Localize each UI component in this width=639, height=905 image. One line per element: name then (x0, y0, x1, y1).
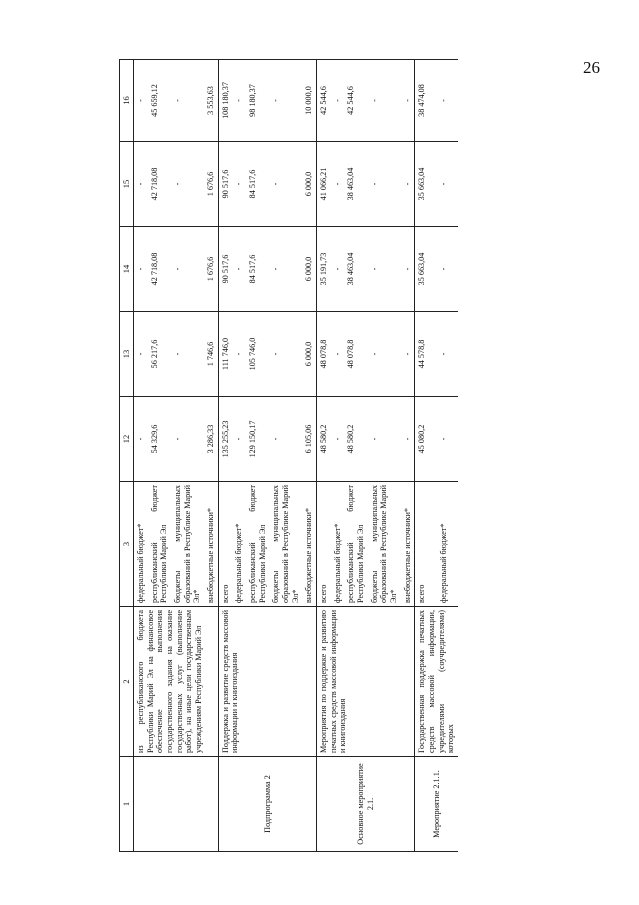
value-13: 48 078,8 (317, 312, 331, 397)
value-13: 6 000,0 (302, 312, 316, 397)
funding-source: федеральный бюджет* (437, 482, 458, 607)
funding-source: бюджеты муниципальных образований в Республике Марий Эл* (269, 482, 302, 607)
row-title: Мероприятия по поддержке и развитию печатных средств массовой информации и книгоиздания (317, 607, 415, 757)
col-header-15: 15 (120, 142, 134, 227)
value-16: 3 553,63 (204, 60, 218, 142)
row-title: из республиканского бюджета Республики Марий Эл на финансовое обеспечение выполнения государственного задания на оказание государственных услуг (выполнение работ), на иные цели государственным учреждениям Республики Марий Эл (134, 607, 219, 757)
funding-source: внебюджетные источники* (302, 482, 316, 607)
value-13: - (171, 312, 204, 397)
value-15: - (401, 142, 415, 227)
row-code (134, 757, 219, 852)
value-14: - (171, 227, 204, 312)
funding-source: всего (317, 482, 331, 607)
value-14: - (401, 227, 415, 312)
value-12: 45 080,2 (415, 397, 437, 482)
value-14: - (134, 227, 148, 312)
value-14: - (331, 227, 345, 312)
table-row (317, 60, 331, 852)
value-15: - (171, 142, 204, 227)
row-code: Мероприятие 2.1.1. (415, 757, 458, 852)
value-13: 105 746,0 (246, 312, 269, 397)
value-15: - (437, 142, 458, 227)
funding-source: внебюджетные источники* (401, 482, 415, 607)
value-14: - (368, 227, 401, 312)
value-12: - (171, 397, 204, 482)
value-15: 38 463,04 (344, 142, 367, 227)
value-13: - (437, 312, 458, 397)
page-number: 26 (583, 58, 600, 77)
value-14: 35 663,04 (415, 227, 437, 312)
col-header-12: 12 (120, 397, 134, 482)
col-header-3: 3 (120, 482, 134, 607)
value-16: - (368, 60, 401, 142)
value-13: 1 746,6 (204, 312, 218, 397)
funding-source: всего (218, 482, 232, 607)
table-body (134, 60, 459, 852)
value-14: 38 463,04 (344, 227, 367, 312)
value-14: - (437, 227, 458, 312)
col-header-14: 14 (120, 227, 134, 312)
value-13: - (232, 312, 246, 397)
value-12: - (401, 397, 415, 482)
value-16: - (232, 60, 246, 142)
value-14: - (269, 227, 302, 312)
col-header-13: 13 (120, 312, 134, 397)
value-16: - (134, 60, 148, 142)
value-14: 90 517,6 (218, 227, 232, 312)
funding-source: внебюджетные источники* (204, 482, 218, 607)
value-14: 84 517,6 (246, 227, 269, 312)
value-12: - (269, 397, 302, 482)
value-15: - (269, 142, 302, 227)
funding-source: республиканский бюджет Республики Марий Эл (148, 482, 171, 607)
funding-source: всего (415, 482, 437, 607)
value-15: 35 663,04 (415, 142, 437, 227)
value-15: 84 517,6 (246, 142, 269, 227)
value-14: 6 000,0 (302, 227, 316, 312)
col-header-16: 16 (120, 60, 134, 142)
value-15: 6 000,0 (302, 142, 316, 227)
funding-source: федеральный бюджет* (134, 482, 148, 607)
value-16: - (437, 60, 458, 142)
value-12: 135 255,23 (218, 397, 232, 482)
value-13: - (401, 312, 415, 397)
value-12: - (134, 397, 148, 482)
value-15: 42 718,08 (148, 142, 171, 227)
value-14: 1 676,6 (204, 227, 218, 312)
value-12: 48 580,2 (317, 397, 331, 482)
value-16: - (331, 60, 345, 142)
funding-source: федеральный бюджет* (232, 482, 246, 607)
budget-table-container (119, 60, 613, 852)
value-12: 129 150,17 (246, 397, 269, 482)
value-14: 35 191,73 (317, 227, 331, 312)
funding-source: республиканский бюджет Республики Марий Эл (344, 482, 367, 607)
value-12: 6 105,06 (302, 397, 316, 482)
value-12: 54 329,6 (148, 397, 171, 482)
value-13: 56 217,6 (148, 312, 171, 397)
value-16: 42 544,6 (317, 60, 331, 142)
table-row (415, 60, 437, 852)
value-13: - (134, 312, 148, 397)
table-row (134, 60, 148, 852)
value-15: - (134, 142, 148, 227)
value-13: 48 078,8 (344, 312, 367, 397)
value-16: 45 659,12 (148, 60, 171, 142)
funding-source: федеральный бюджет* (331, 482, 345, 607)
value-16: - (171, 60, 204, 142)
budget-table (119, 59, 458, 852)
row-title: Государственная поддержка печатных средств массовой информации, учредителями (соучредителями) которых (415, 607, 458, 757)
value-15: 1 676,6 (204, 142, 218, 227)
row-title: Поддержка и развитие средств массовой информации и книгоиздания (218, 607, 316, 757)
value-12: - (331, 397, 345, 482)
value-16: - (401, 60, 415, 142)
value-13: 44 578,8 (415, 312, 437, 397)
value-16: 38 474,08 (415, 60, 437, 142)
value-15: - (331, 142, 345, 227)
value-13: - (331, 312, 345, 397)
value-12: - (232, 397, 246, 482)
funding-source: бюджеты муниципальных образований в Республике Марий Эл* (171, 482, 204, 607)
col-header-2: 2 (120, 607, 134, 757)
value-15: - (368, 142, 401, 227)
value-15: 41 066,21 (317, 142, 331, 227)
value-16: - (269, 60, 302, 142)
value-13: 111 746,0 (218, 312, 232, 397)
value-12: 48 580,2 (344, 397, 367, 482)
value-15: - (232, 142, 246, 227)
funding-source: бюджеты муниципальных образований в Республике Марий Эл* (368, 482, 401, 607)
col-header-1: 1 (120, 757, 134, 852)
value-13: - (368, 312, 401, 397)
funding-source: республиканский бюджет Республики Марий Эл (246, 482, 269, 607)
row-code: Основное мероприятие 2.1. (317, 757, 415, 852)
value-16: 42 544,6 (344, 60, 367, 142)
value-13: - (269, 312, 302, 397)
value-15: 90 517,6 (218, 142, 232, 227)
header-row (120, 60, 134, 852)
value-14: 42 718,08 (148, 227, 171, 312)
table-row (218, 60, 232, 852)
value-12: - (437, 397, 458, 482)
row-code: Подпрограмма 2 (218, 757, 316, 852)
value-12: - (368, 397, 401, 482)
value-16: 10 000,0 (302, 60, 316, 142)
value-14: - (232, 227, 246, 312)
value-12: 3 286,33 (204, 397, 218, 482)
value-16: 98 180,37 (246, 60, 269, 142)
value-16: 108 180,37 (218, 60, 232, 142)
